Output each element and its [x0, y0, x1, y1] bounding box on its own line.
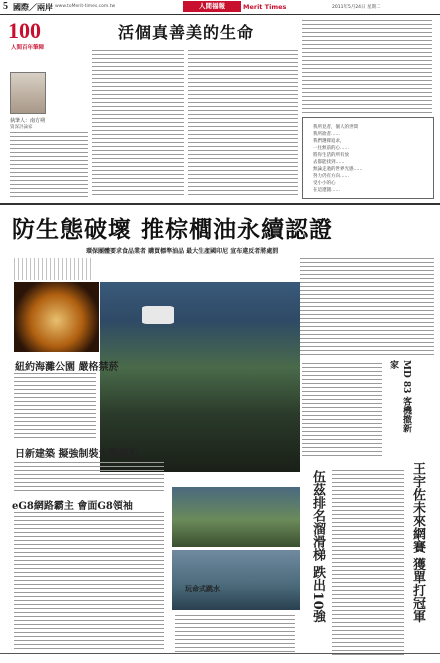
- poem-line: 將你生活的所有放: [313, 153, 349, 158]
- poem-line: 無論走過的世界光感……: [313, 167, 363, 172]
- eg8-headline: eG8網路霸主 會面G8領袖: [12, 501, 133, 512]
- article-body-col1: [92, 50, 184, 198]
- diving-body: [175, 615, 295, 655]
- page-header: [0, 0, 440, 15]
- poem-line: 去都能找到……: [313, 160, 345, 165]
- author-name: 執筆人：南方朔: [10, 118, 46, 124]
- centennial-caption: 人間百年筆陣: [11, 45, 45, 51]
- site-url[interactable]: www.toMerit-times.com.tw: [55, 4, 116, 9]
- centennial-number: 100: [8, 18, 41, 43]
- poem-line: 受小小的心: [313, 181, 336, 186]
- issue-date: 2011年5月24日 星期二: [332, 5, 381, 10]
- brand-english: Merit Times: [243, 3, 287, 11]
- article-body-col2: [188, 50, 298, 198]
- author-role: 資深評論家: [10, 125, 33, 130]
- md83-headline-box: [385, 360, 411, 440]
- page-number: 5: [3, 1, 8, 12]
- palm-oil-vertical-text: [14, 258, 94, 280]
- article-body-col3: [302, 20, 432, 114]
- poem-line: 一往無前的心……: [313, 146, 349, 151]
- poem-line: 我所欲者……: [313, 132, 340, 137]
- poem-box: [302, 117, 434, 199]
- poem-line: 我們選擇追求，: [313, 139, 345, 144]
- section-title: 國際／兩岸: [13, 3, 53, 12]
- article-body-col0: [10, 132, 88, 198]
- page-footer-rule: [0, 653, 440, 654]
- centennial-logo: [8, 18, 76, 54]
- poem-line: 我所見者，個人的世間: [313, 125, 358, 130]
- brand-logo: 人間福報: [183, 1, 241, 12]
- pond-photo: [172, 487, 300, 547]
- solar-body: [14, 462, 164, 492]
- solar-headline: 日新建築 擬強制裝太陽能板: [15, 449, 139, 460]
- airplane-shape: [138, 306, 178, 324]
- eg8-body: [14, 512, 164, 652]
- palm-oil-subtitle: 環保團體要求食品業者 購買標準油品 最大生產國印尼 宣布違反者將處罰: [86, 248, 279, 255]
- poem-line: 努力仍有方向……: [313, 174, 349, 179]
- article-title: 活個真善美的生命: [118, 23, 255, 42]
- author-photo: [10, 72, 46, 114]
- tennis-headline: 王宇佐未來網賽 獲單打冠軍: [410, 462, 425, 623]
- md83-body: [302, 363, 382, 458]
- palm-oil-headline: 防生態破壞 推棕櫚油永續認證: [12, 216, 334, 243]
- park-body: [14, 373, 96, 441]
- park-headline: 紐約海灘公園 嚴格禁菸: [15, 362, 119, 373]
- palm-oil-body: [300, 258, 434, 358]
- airport-photo: [100, 282, 300, 472]
- diving-caption: 玩命式跳水: [185, 585, 220, 593]
- md83-headline: MD 83 客機撤新家: [388, 360, 411, 433]
- golf-headline: 伍茲排名溜滑梯 跌出10強: [310, 470, 325, 623]
- poem-line: 在這遼闊……: [313, 188, 340, 193]
- golf-body: [332, 470, 404, 655]
- section-divider: [0, 203, 440, 205]
- diving-photo: [172, 550, 300, 610]
- palm-fruit-photo: [14, 282, 99, 352]
